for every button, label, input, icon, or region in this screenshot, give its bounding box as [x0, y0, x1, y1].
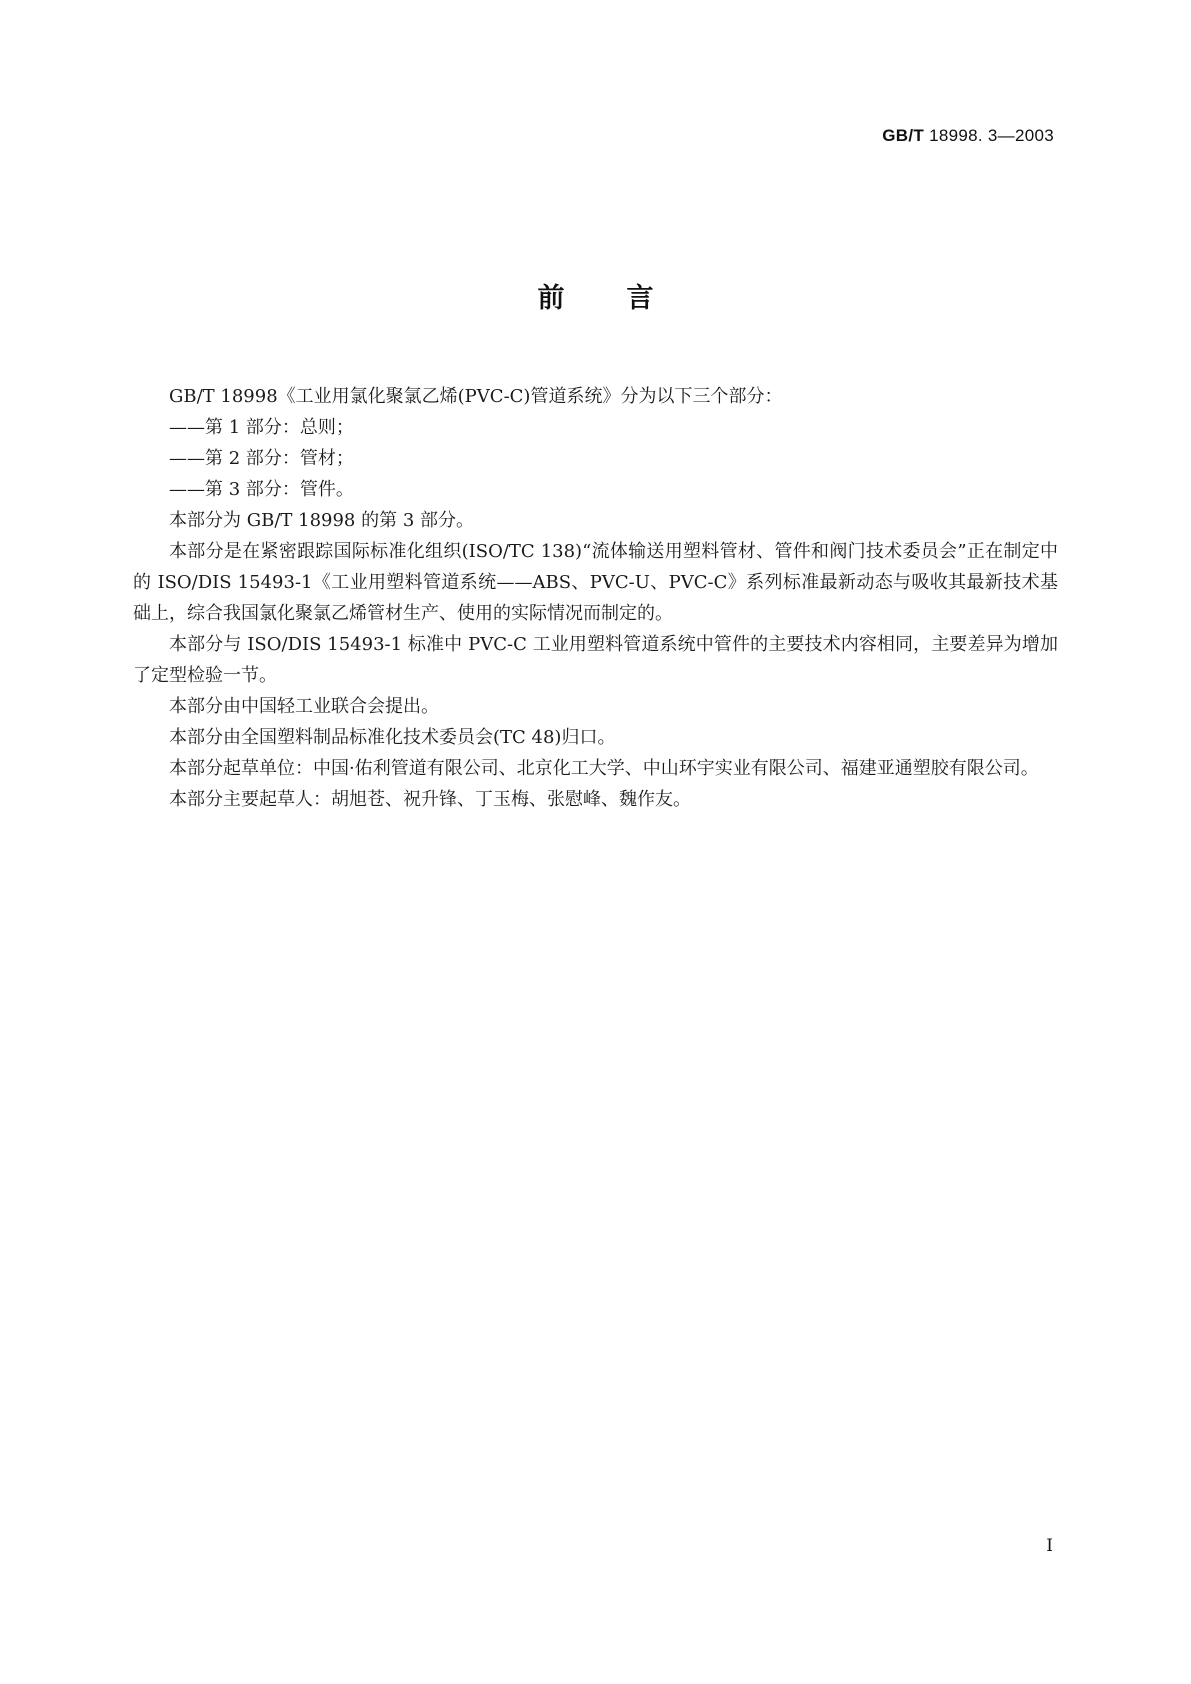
paragraph-this-part: 本部分为 GB/T 18998 的第 3 部分。: [169, 510, 474, 531]
list-item-part-3: ——第 3 部分：管件。: [169, 479, 354, 500]
standard-code-number: 18998. 3—2003: [924, 126, 1054, 145]
standard-code-prefix: GB/T: [882, 126, 925, 145]
paragraph-basis: 本部分是在紧密跟踪国际标准化组织(ISO/TC 138)“流体输送用塑料管材、管件和阀门技术委员会”正在制定中的 ISO/DIS 15493-1《工业用塑料管道系统——ABS、PVC-U、PVC-C》系列标准最新动态与吸收其最新技术基础上，综合我国氯化聚氯乙烯管材生产、使用的实际情况而制定的。: [133, 541, 1058, 624]
page-title: 前言: [537, 283, 716, 314]
page-number: I: [1046, 1536, 1053, 1556]
standard-code-header: [882, 126, 1054, 146]
list-item-part-1: ——第 1 部分：总则；: [169, 417, 354, 438]
foreword-body: [133, 381, 1058, 815]
list-item-part-2: ——第 2 部分：管材；: [169, 448, 354, 469]
paragraph-parts-intro: GB/T 18998《工业用氯化聚氯乙烯(PVC-C)管道系统》分为以下三个部分：: [169, 386, 783, 407]
paragraph-proposed-by: 本部分由中国轻工业联合会提出。: [169, 696, 439, 717]
paragraph-drafters: 本部分主要起草人：胡旭苍、祝升锋、丁玉梅、张慰峰、魏作友。: [169, 789, 691, 810]
paragraph-administered-by: 本部分由全国塑料制品标准化技术委员会(TC 48)归口。: [169, 727, 616, 748]
paragraph-differences: 本部分与 ISO/DIS 15493-1 标准中 PVC-C 工业用塑料管道系统中管件的主要技术内容相同，主要差异为增加了定型检验一节。: [133, 634, 1058, 686]
paragraph-drafting-units: 本部分起草单位：中国·佑利管道有限公司、北京化工大学、中山环宇实业有限公司、福建亚通塑胶有限公司。: [169, 758, 1039, 779]
